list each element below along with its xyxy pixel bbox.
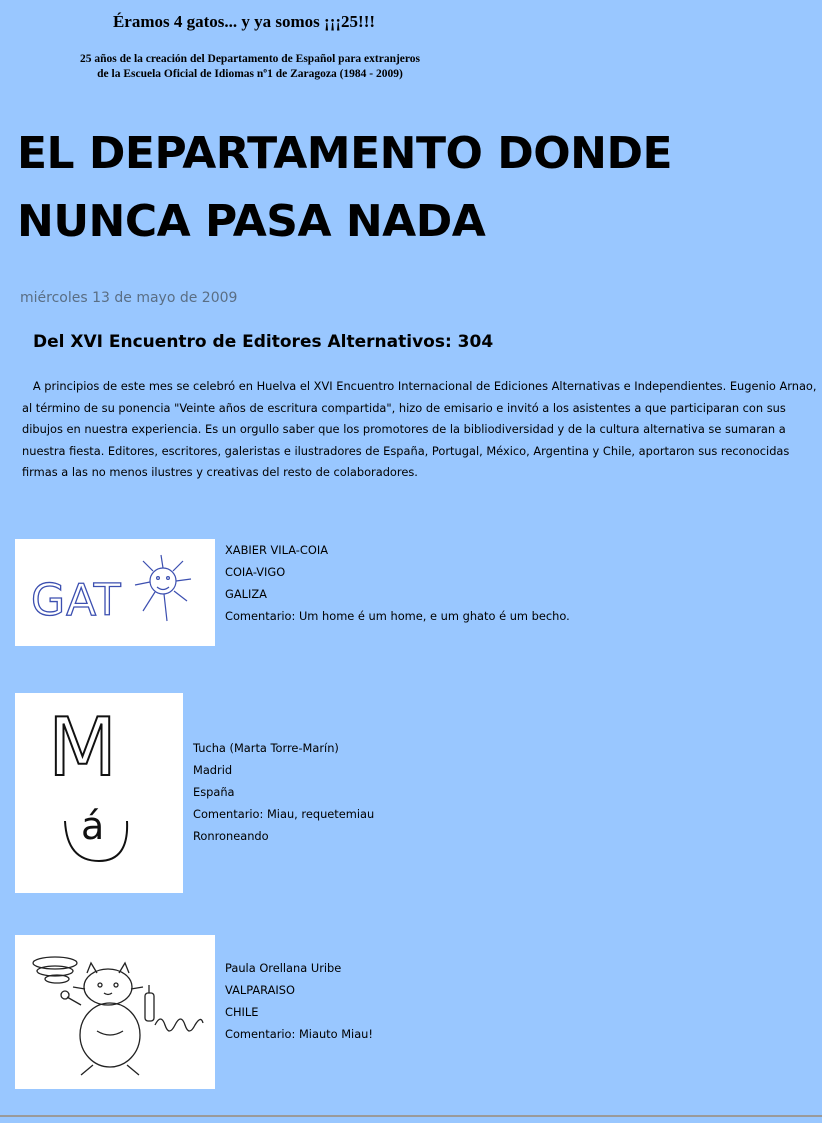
entry-3-caption: [225, 957, 373, 1045]
entry-3-country: CHILE: [225, 1005, 259, 1019]
entry-1-city: COIA-VIGO: [225, 565, 286, 579]
post-date: miércoles 13 de mayo de 2009: [20, 290, 238, 306]
entry-3-author: Paula Orellana Uribe: [225, 961, 342, 975]
post-body-indent: [22, 379, 33, 393]
banner-subtitle-line-1: 25 años de la creación del Departamento de Español para extranjeros: [79, 53, 421, 65]
entry-2-author: Tucha (Marta Torre-Marín): [193, 741, 339, 755]
entry-2-comment: Comentario: Miau, requetemiau: [193, 807, 375, 821]
drawing-gato-letters: GAT: [31, 575, 122, 626]
drawing-m-accent-letter: á: [81, 804, 105, 848]
post-title[interactable]: Del XVI Encuentro de Editores Alternativos: 304: [33, 332, 494, 352]
m-letter-cat-face-drawing-icon: [15, 693, 183, 893]
drawing-m-thumbnail[interactable]: [15, 693, 183, 893]
blog-title[interactable]: [17, 120, 807, 256]
entry-1-region: GALIZA: [225, 587, 267, 601]
entry-2-city: Madrid: [193, 763, 233, 777]
entry-1-author: XABIER VILA-COIA: [225, 543, 328, 557]
banner-subtitle-line-2: de la Escuela Oficial de Idiomas nº1 de Zaragoza (1984 - 2009): [97, 68, 403, 80]
blog-title-line-2[interactable]: NUNCA PASA NADA: [17, 196, 486, 247]
entry-3-comment: Comentario: Miauto Miau!: [225, 1027, 373, 1041]
post-body: [22, 376, 818, 484]
banner-subtitle: [30, 52, 470, 82]
drawing-m-letter: M: [48, 701, 118, 794]
entry-3-city: VALPARAISO: [225, 983, 295, 997]
entry-1-caption: [225, 539, 570, 627]
entry-2-caption: [193, 737, 374, 847]
cat-with-bottle-drawing-icon: [15, 935, 215, 1089]
post-body-text: A principios de este mes se celebró en Huelva el XVI Encuentro Internacional de Ediciones Alternativas e Independientes. Eugenio Arnao, al término de su ponencia "Veinte años de escritura compartida", hizo de emisario e invitó a los asistentes a que participaran con sus dibujos en nuestra experiencia. Es un orgullo saber que los promotores de la bibliodiversidad y de la cultura alternativa se sumaran a nuestra fiesta. Editores, escritores, galeristas e ilustradores de España, Portugal, México, Argentina y Chile, aportaron sus reconocidas firmas a las no menos ilustres y creativas del resto de colaboradores.: [22, 379, 817, 479]
drawing-gato-thumbnail[interactable]: [15, 539, 215, 646]
banner-title: Éramos 4 gatos... y ya somos ¡¡¡25!!!: [112, 12, 376, 31]
blog-title-line-1[interactable]: EL DEPARTAMENTO DONDE: [17, 128, 673, 179]
drawing-cat-bottle-thumbnail[interactable]: [15, 935, 215, 1089]
entry-2-country: España: [193, 785, 235, 799]
footer-divider: [0, 1115, 822, 1117]
entry-1-comment: Comentario: Um home é um home, e um ghato é um becho.: [225, 609, 570, 623]
entry-2-comment-extra: Ronroneando: [193, 829, 269, 843]
gato-sun-cat-drawing-icon: [15, 539, 215, 646]
